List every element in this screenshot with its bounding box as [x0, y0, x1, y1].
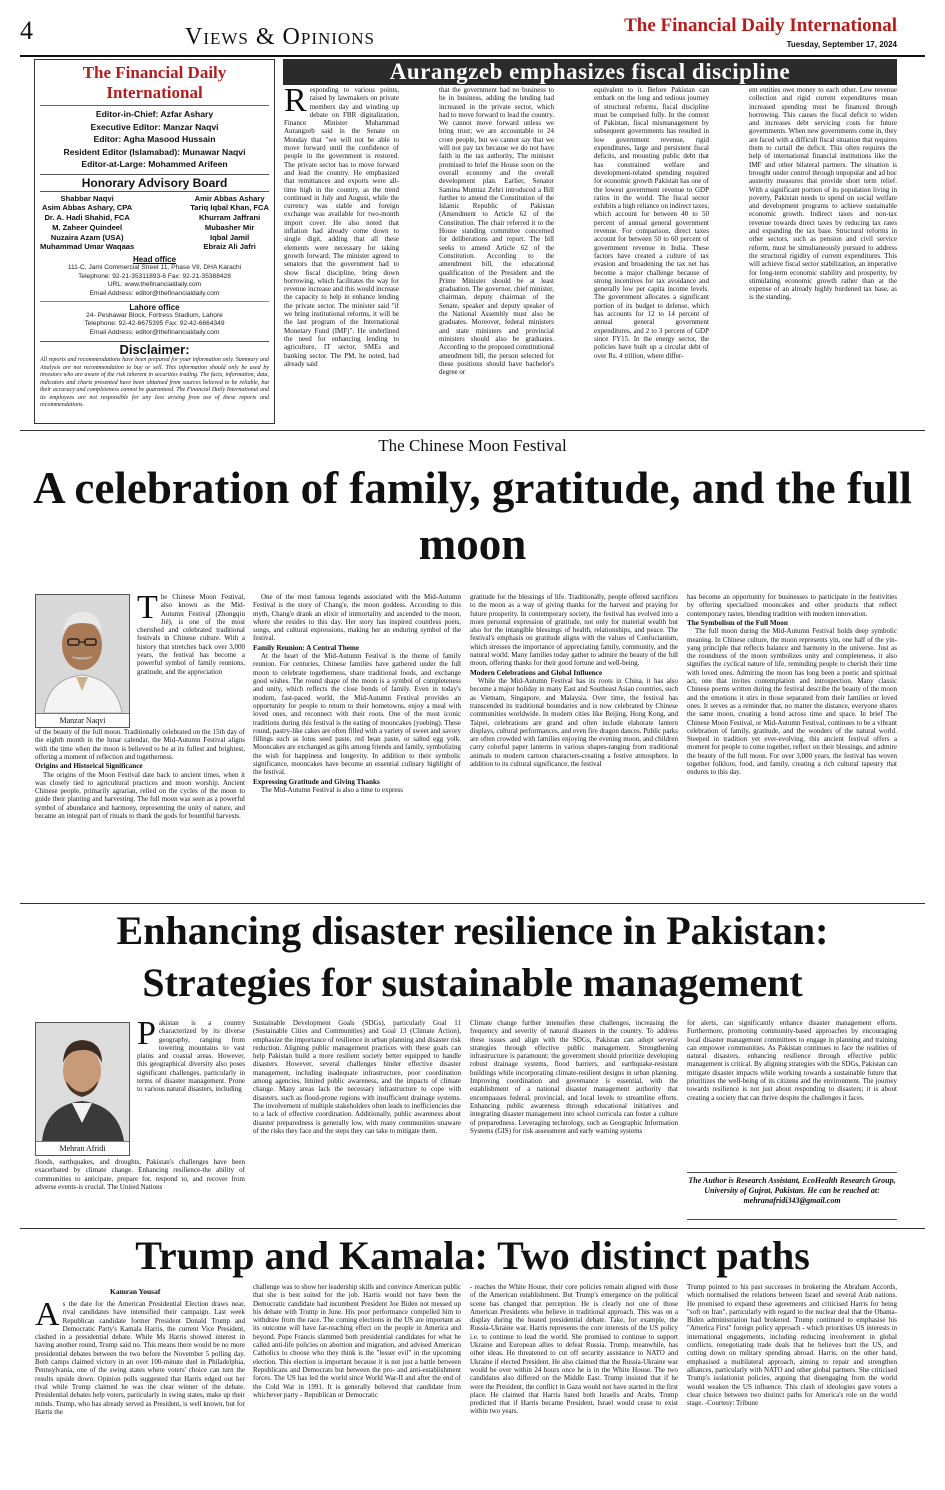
trump-text-2: challenge was to show her leadership skills and convince American public that she is best suited for the job. Harris would not have been the Democratic candidate had incumbent President Joe Biden not messed up his debate with Trump in June. His poor performance compelled him to withdraw from the race. The coming elections in the US are important as its outcome will have far-reaching effect on the people in America and beyond. Pope Francis slammed both presidential candidates for what he called anti-life policies on abortion and migration, and advised American Catholics to choose who they think is the "lesser evil" in the upcoming election. This election is important because it is not just a battle between Republicans and Democrats but between the pro- and anti-establishment forces. The US has led the world since World War-II and after the end of the Cold War in 1991. It is generally believed that candidate from whichever party - Republican or Democratic [253, 1283, 461, 1399]
byline: Kamran Yousaf [110, 1287, 161, 1296]
moon-intro-text: he Chinese Moon Festival, also known as the Mid-Autumn Festival (Zhongqiu Jié), is one of the most cherished and celebrated traditional festivals in Chinese culture. With a history that stretches back over 3,000 years, the festival has become a powerful symbol of family reunions, gratitude, and the appreciation [137, 593, 245, 676]
disaster-text-3: Climate change further intensifies these challenges, increasing the frequency and severity of natural disasters in the country. To address these issues and align with the SDGs, Pakistan can adopt several strategies through effective public management. Strengthening infrastructure is paramount; the government should prioritize developing robust drainage systems, flood barriers, and earthquake-resistant buildings while incorporating climate-resilient designs in urban planning. Improving coordination and governance is essential, with the establishment of a national disaster management authority that encompasses federal, provincial, and local levels to streamline efforts. Enhancing public awareness through educational initiatives and integrating disaster management into school curricula can foster a culture of preparedness. Leveraging technology, such as Geographic Information Systems (GIS) for risk assessment and early warning systems [470, 1019, 678, 1135]
masthead-box [34, 59, 275, 424]
trump-column-4 [687, 1283, 897, 1483]
dropcap: P [137, 1019, 156, 1052]
advisory-board-title: Honorary Advisory Board [40, 174, 269, 192]
moon-text-4a: has become an opportunity for businesses to participate in the festivities by offering specialized mooncakes and other products that reflect contemporary tastes, blending tradition with modern innovation. [687, 593, 897, 618]
disaster-column-3 [470, 1019, 678, 1219]
disclaimer-title: Disclaimer: [40, 341, 269, 357]
disaster-intro-text: akistan is a country characterized by its diverse geography, ranging from towering mountains to vast plains and coastal areas. However, this geographical diversity also poses significant challenges, particularly in terms of disaster management. Prone to various natural disasters, including [137, 1019, 245, 1094]
advisory-board-left: Shabbar Naqvi Asim Abbas Ashary, CPA Dr. A. Hadi Shahid, FCA M. Zaheer Quindeel Nuzaira Azam (USA) Muhammad Umar Waqaas [40, 193, 135, 252]
advisory-board-list [40, 194, 269, 253]
author-name: Manzar Naqvi [36, 713, 129, 727]
moon-column-1 [35, 728, 245, 893]
moon-text-3a: gratitude for the blessings of life. Traditionally, people offered sacrifices to the moon as a way of giving thanks for the harvest and praying for future prosperity. In contemporary society, the festival has evolved into a more personal expression of gratitude, not only for material wealth but also for the intangible blessings of health, relationships, and peace. The festival's emphasis on gratitude aligns with the values of Confucianism, which stresses the importance of appreciating family, community, and the natural world. Many families today gather to admire the beauty of the full moon, offering thanks for their good fortune and well-being. [470, 593, 678, 668]
trump-text-4: Trump pointed to his past successes in brokering the Abraham Accords, which normalised the relations between Israel and several Arab nations. He promised to expand these agreements and criticised Harris for being "soft on Iran", particularly with regard to the nuclear deal that the Obama-Biden administration had brokered. Trump continued to emphasise his "America First" foreign policy approach - which prioritises US interests in international engagements, including reducing involvement in global conflicts, renegotiating trade deals that he believes hurt the US, and cutting down on military spending abroad. Harris, on the other hand, emphasised a multilateral approach, aiming to repair and strengthen alliances, particularly with NATO and other global partners. She criticised Trump's isolationist policies, arguing that disengaging from the world would weaken the US influence. This clash of ideologies gave voters a clear choice between two distinct paths for America's role on the world stage. -Courtesy: Tribune [687, 1283, 897, 1408]
moon-column-3 [470, 593, 678, 891]
author-portrait [36, 595, 129, 713]
disclaimer-text: All reports and recommendations have been prepared for your information only. Summary and Analysis are not recommendation to buy or sell. This information should only be used by investors who are aware of the risk inherent in securities trading. The facts, information, data, indicators and charts presented have been obtained from sources believed to be reliable, but their accuracy and completeness cannot be guaranteed. The Financial Daily International and its employees are not responsible for any loss arising from use of these reports and recommendations. [40, 357, 269, 409]
aurangzeb-column-2 [439, 86, 554, 424]
author-photo [35, 594, 130, 728]
moon-subhead-symbolism: The Symbolism of the Full Moon [687, 618, 788, 627]
advisory-board-right: Amir Abbas Ashary Tariq Iqbal Khan, FCA Khurram Jaffrani Mubasher Mir Iqbal Jamil Ebraiz Ali Jafri [190, 193, 269, 252]
moon-headline: A celebration of family, gratitude, and the full moon [33, 463, 912, 569]
disaster-text-1: floods, earthquakes, and droughts, Pakistan's challenges have been exacerbated by climate change. Enhancing resilience-the ability of communities to anticipate, prepare for, respond to, and recover from adverse events-is crucial. The United Nations [35, 1158, 245, 1191]
moon-text-2c: The Mid-Autumn Festival is also a time to express [261, 786, 403, 795]
moon-subhead-modern: Modern Celebrations and Global Influence [470, 668, 603, 677]
trump-column-2 [253, 1283, 461, 1483]
moon-text-1b: The origins of the Moon Festival date back to ancient times, when it was closely tied to agricultural practices and moon worship. Ancient Chinese people, primarily agrarian, relied on the cycles of the moon to guide their planting and harvesting. The full moon was seen as a powerful symbol of abundance and harmony, representing the unity of nature, and became an integral part of rituals to thank the gods for bountiful harvests. [35, 770, 245, 821]
moon-column-1-intro [137, 593, 245, 727]
dropcap: T [137, 593, 158, 626]
moon-text-2b: At the heart of the Mid-Autumn Festival is the theme of family reunion. For centuries, Chinese families have gathered under the full moon to celebrate togetherness, share traditional foods, and exchange good wishes. The round shape of the moon is a symbol of completeness and unity, which reflects the close bonds of family. Even in today's modern, fast-paced world, the Mid-Autumn Festival provides an opportunity for people to return to their hometowns, enjoy a meal with loved ones, and reconnect with their roots. One of the most iconic traditions during this festival is the eating of mooncakes (yuebing). These round, pastry-like cakes are often filled with a variety of sweet and savory fillings such as lotus seed paste, red bean paste, or salted egg yolk. Mooncakes are exchanged as gifts among friends and family, symbolizing the wish for happiness and longevity. In addition to their symbolic significance, mooncakes have become an essential culinary highlight of the festival. [253, 652, 461, 777]
disaster-headline: Enhancing disaster resilience in Pakistan: Strategies for sustainable management [116, 908, 829, 1005]
author-portrait [36, 1023, 129, 1141]
disaster-text-4: for alerts, can significantly enhance disaster management efforts. Furthermore, promoting community-based approaches by encouraging local disaster management committees to engage in planning and training can empower communities. As Pakistan continues to face the realities of natural disasters, enhancing resilience through effective public management is critical. By aligning strategies with the SDGs, Pakistan can mitigate disaster impacts while working towards a sustainable future that prioritizes the well-being of its citizens and the environment. The journey towards resilience is not just about responding to disasters; it is about creating a society that can thrive despite the challenges it faces. [687, 1019, 897, 1102]
trump-text-3: - reaches the White House, their core policies remain aligned with those of the American establishment. But Trump's emergence on the political scene has changed that perception. He is clearly not one of those American Presidents who believe in traditional approach. This was on a display during the heated presidential debate. Take, for example, the Russia-Ukraine war. Harris represents the core interests of the US policy i.e. to continue to lead the world. She promised to continue to support Ukraine and European allies to defeat Russia. Trump, meanwhile, has other ideas. He threatened to cut off security assistance to NATO and Ukraine if elected President. He also claimed that the Russia-Ukraine war would be over within 24 hours once he is in the White House. The two candidates also differed on the Middle East. Trump insisted that if he were the President, the conflict in Gaza would not have started in the first place. He claimed that Harris hated both Israelis and Arabs. Trump predicted that if Harris became President, Israel would cease to exist within two years. [470, 1283, 678, 1416]
head-office-title: Head office [132, 255, 177, 265]
author-bio: The Author is Research Assistant, EcoHealth Research Group, University of Gujrat, Pakistan. He can be reached at: mehranafridi343@gmail.com [687, 1172, 897, 1220]
aurangzeb-text-4: ent entities owe money to each other. Low revenue collection and rigid current expenditures mean increased spending must be financed through borrowing. This causes the fiscal deficit to widen and increases debt servicing costs for future governments. When new governments come in, they are faced with a difficult fiscal situation that requires them to curtail the deficit. This often requires the help of international financial institutions like the IMF and other bilateral partners. The situation is brought under control through unpopular and ad hoc austerity measures that provide short term relief. With a significant portion of its population living in poverty, Pakistan needs to spend on social welfare and development programs to achieve sustainable economic growth. Indirect taxes and non-tax revenue towards direct taxes by reducing tax rates and expanding the tax base. Structural reforms in other sectors, such as pension and civil service reform, must be simultaneously pursued to address the structural rigidity of current expenditures. This will achieve fiscal sector stabilization, an imperative for long-term economic stability and prosperity, by stimulating economic growth rather than at the expense of an already highly burdened tax base, as is the standing. [749, 86, 897, 302]
disaster-text-2: Sustainable Development Goals (SDGs), particularly Goal 11 (Sustainable Cities and Communities) and Goal 13 (Climate Action), emphasize the importance of resilience in urban planning and disaster risk reduction. Aligning public management practices with these goals can help Pakistan build a more resilient society better equipped to handle disasters. However, several challenges hinder effective disaster management, including inadequate infrastructure, poor coordination among agencies, limited public awareness, and the impacts of climate change. Many areas lack the necessary infrastructure to cope with disasters, such as flood-prone regions with insufficient drainage systems. The involvement of multiple stakeholders often leads to inefficiencies due to a lack of effective coordination. Additionally, public awareness about disaster preparedness is generally low, with many communities unaware of the risks they face and the steps they can take to mitigate them. [253, 1019, 461, 1135]
moon-text-3b: While the Mid-Autumn Festival has its roots in China, it has also become a major holiday in many East and Southeast Asian countries, such as Vietnam, Singapore, and Malaysia. Over time, the festival has transcended its traditional boundaries and is now celebrated by Chinese communities worldwide. In modern cities like Beijing, Hong Kong, and Taipei, celebrations are grand and often include elaborate lantern displays, cultural performances, and even fire dragon dances. Public parks are often crowded with families enjoying the evening moon, and children carry colorful paper lanterns in various shapes-ranging from traditional animals to modern cartoon characters-creating a festive atmosphere. In addition to its cultural significance, the festival [470, 677, 678, 769]
aurangzeb-column-4 [749, 86, 897, 424]
head-office-address: 111-C, Jami Commercial Street 11, Phase VII, DHA Karachi Telephone: 92-21-35311893-6 Fax: 92-21-35388428 URL: www.thefinancialdaily.com Email Address: editor@thefinancialdaily.com [67, 264, 242, 297]
dropcap: R [284, 86, 307, 119]
lahore-office-title: Lahore office [40, 301, 269, 312]
disaster-column-1-intro [137, 1019, 245, 1145]
resident-editor: Resident Editor (Islamabad): Munawar Naqvi [63, 146, 246, 157]
section-title: Views & Opinions [185, 24, 375, 50]
moon-text-1: of the beauty of the full moon. Traditionally celebrated on the 15th day of the eighth month in the lunar calendar, the Mid-Autumn Festival aligns with the time when the moon is believed to be at its fullest and brightest, offering a moment of reflection and togetherness. [35, 728, 245, 761]
aurangzeb-text-1: esponding to various points, raised by lawmakers on private members day and winding up debate on FBR digitalization, Finance Minister Muhammad Aurangzeb said in the Senate on Monday that "we will not be able to move forward until the confidence of people in the government is restored. The private sector has to move forward and lead the country. He emphasized that remittances and exports were all-time high in the country, as the trend continued in July and August, while the currency was stable and foreign exchange was available for two-month import cover. He also noted that inflation had already come down to single digit, adding that all these elements were necessary for taking growth forward. The minister agreed to senators that the government had to show fiscal discipline, bring down borrowing, which facilitates the way for revenue increase and this would increase the capacity to help in enhance lending the private sector. The minister said "if we bring institutional reforms, it will be the last program of the International Monetary Fund (IMF)". He underlined the need for enhancing lending to agriculture, IT sector, SMEs and banking sector. The PM, he noted, had already said [284, 86, 399, 368]
editor: Editor: Agha Masood Hussain [93, 134, 216, 144]
aurangzeb-column-3 [594, 86, 709, 424]
disaster-column-2 [253, 1019, 461, 1219]
issue-date: Tuesday, September 17, 2024 [786, 40, 897, 49]
aurangzeb-text-2: that the government had no business to be in business, adding the lending had increased in the private sector, which had to move forward to lead the country. We cannot move forward unless we bring trust; we are accountable to 24 crore people, but we cannot say that we will not pay tax because we do not have faith in the tax authority, The minister promised to brief the House soon on the overall economy and the overall development plan. Earlier, Senator Samina Mumtaz Zehri introduced a Bill further to amend the Constitution of the Islamic Republic of Pakistan (Amendment to Article 62 of the Constitution. The chair referred it to the House standing committee concerned for deliberations and report. The bill seeks to amend Article 62 of the Constitution. According to the amendment bill, the educational qualification of the President and the Prime Minister should be at least graduation. The governor, chief minister, chairman, deputy chairman of the Senate, speaker and deputy speaker of the National Assembly must also be graduates. Moreover, federal ministers and state ministers and provincial ministers should also be graduates. According to the proposed constitutional amendment bill, the person selected for these positions should have bachelor's degree or [439, 86, 554, 377]
moon-column-2 [253, 593, 461, 891]
lahore-office-address: 24- Peshawar Block, Fortress Stadium, Lahore Telephone: 92-42-6675395 Fax: 92-42-6664349 Email Address: editor@thefinancialdaily.com [84, 311, 225, 336]
editor-in-chief: Editor-in-Chief: Azfar Ashary [95, 109, 214, 119]
newspaper-brand: The Financial Daily International [624, 15, 897, 36]
aurangzeb-text-3: equivalent to it. Before Pakistan can embark on the long and tedious journey of structural reforms, fiscal discipline must be comprised fully. In the context of Pakistan, fiscal mismanagement by subsequent governments has resulted in low government revenue, rigid expenditures, large and persistent fiscal deficits, and mounting public debt that has constrained welfare and development-related spending required for economic growth Pakistan has one of the lowest government revenue to GDP ratios in the world. The fiscal sector exhibits a high reliance on indirect taxes, which account for between 40 to 50 percent of annual general government revenue. For comparison, direct taxes account for between 50 to 60 percent of government revenue in India. These factors have created a culture of tax evasion and broadening the tax net has become a major challenge because of strong incentives for tax avoidance and generally low per capita income levels. The government allocates a significant portion of its budget to defense, which has accounts for 12 to 14 percent of annual general government expenditures, and 2 to 3 percent of GDP since FY15. In the energy sector, the policies have built up a circular debt of over Rs. 4 trillion, where differ- [594, 86, 709, 360]
moon-subhead-gratitude: Expressing Gratitude and Giving Thanks [253, 777, 380, 786]
header-rule [20, 55, 925, 57]
author-photo [35, 1022, 130, 1156]
moon-subhead-family: Family Reunion: A Central Theme [253, 643, 360, 652]
aurangzeb-headline: Aurangzeb emphasizes fiscal discipline [283, 59, 897, 85]
dropcap: A [35, 1300, 60, 1333]
moon-subhead-origins: Origins and Historical Significance [35, 762, 143, 771]
executive-editor: Executive Editor: Manzar Naqvi [90, 121, 219, 132]
trump-headline: Trump and Kamala: Two distinct paths [135, 1233, 810, 1278]
section-divider [20, 430, 925, 431]
disaster-column-4 [687, 1019, 897, 1169]
trump-text-1: s the date for the American Presidential Election draws near, rival candidates have intensified their campaign. Last week Republican candidate former President Donald Trump and Democratic Party's Kamala Harris, the current Vice President, clashed in a presidential debate. While Ms Harris showed interest in having another round, Trump said no. This means there would be no more presidential debates between the two before the November 5 polling day. Both camps claimed victory in an over 100-minute duel in Philadelphia, Pennsylvania, one of the swing states where voters' choice can turn the results upside down. Opinion polls suggested that Harris edged out her rival while Trump claimed he was the clear winner of the debate. Presidential debates help voters, particularly in swing states, make up their minds. Trump, who has already served as President, is well known, but for Harris the [35, 1300, 245, 1416]
moon-column-4 [687, 593, 897, 891]
moon-kicker: The Chinese Moon Festival [378, 436, 567, 455]
moon-text-2a: One of the most famous legends associated with the Mid-Autumn Festival is the story of Chang'e, the moon goddess. According to this myth, Chang'e drank an elixir of immortality and ascended to the moon, where she resides to this day. Her story has inspired countless poets, songs, and cultural expressions, making her an enduring symbol of the festival. [253, 593, 461, 643]
disaster-column-1 [35, 1158, 245, 1220]
author-name: Mehran Afridi [36, 1141, 129, 1155]
masthead-brand: The Financial Daily International [40, 63, 269, 106]
page-number: 4 [20, 16, 33, 45]
trump-column-3 [470, 1283, 678, 1483]
editor-at-large: Editor-at-Large: Mohammed Arifeen [81, 159, 228, 169]
aurangzeb-column-1 [284, 86, 399, 424]
trump-column-1 [35, 1300, 245, 1484]
moon-text-4b: The full moon during the Mid-Autumn Festival holds deep symbolic meaning. In Chinese culture, the moon represents yin, one half of the yin-yang principle that reflects balance and harmony in the universe. Just as the roundness of the moon symbolizes unity and completeness, it also signifies the cyclical nature of life, reminding people to cherish their time with loved ones. Admiring the moon has long been a poetic and spiritual act, one that invites contemplation and introspection. Many classic Chinese poems written during the festival describe the beauty of the moon and the emotions it stirs in those separated from their families or loved ones. It serves as a reminder that, no matter the distance, everyone shares the same moon, creating a bond across time and space. In brief The Chinese Moon Festival, or Mid-Autumn Festival, continues to be a vibrant celebration of family, gratitude, and the wonders of the natural world. Steeped in tradition yet ever-evolving, this ancient festival offers a moment for people to come together, reflect on their blessings, and admire the beauty of the full moon. For over 3,000 years, the festival has woven together folklore, food, and family, creating a rich cultural tapestry that endures to this day. [687, 627, 897, 777]
section-divider [20, 903, 925, 904]
